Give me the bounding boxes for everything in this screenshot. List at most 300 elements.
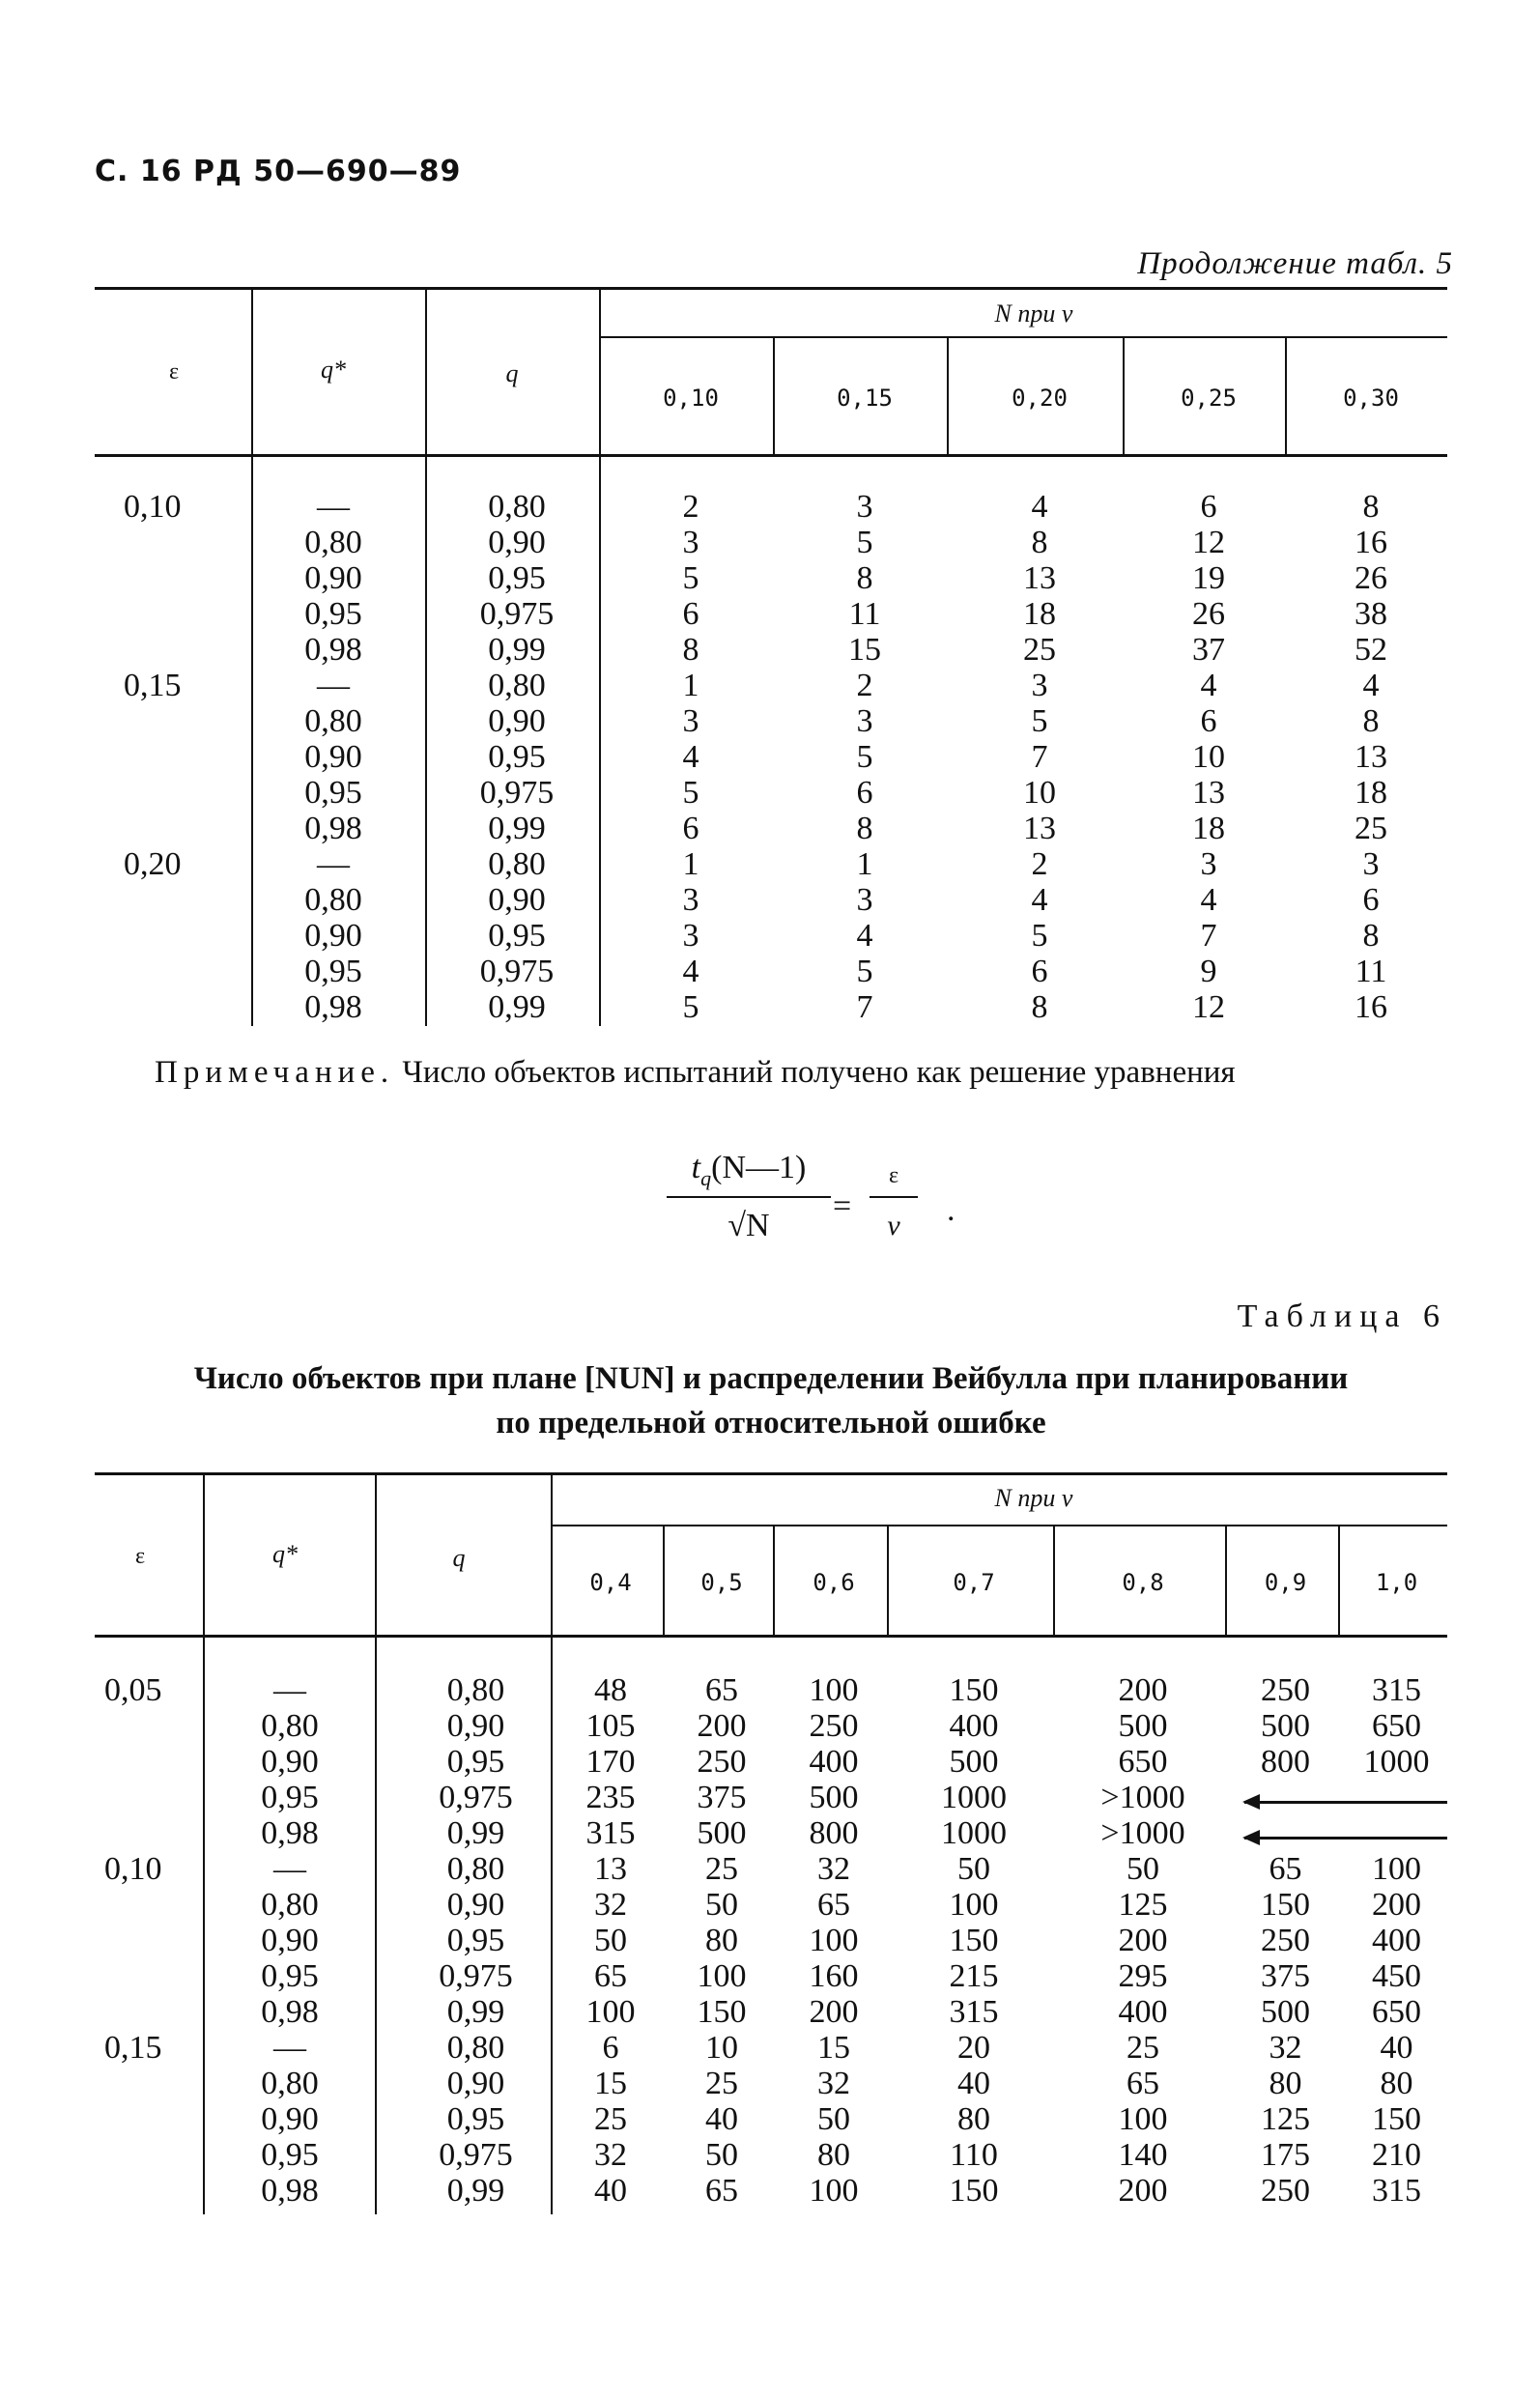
table6-value-cell: 50	[957, 1851, 990, 1887]
table5-col-separator	[599, 290, 601, 1026]
table6-value-cell: >1000	[1100, 1780, 1185, 1815]
table6-subcol-separator	[1338, 1526, 1340, 1635]
table5-value-cell: 8	[856, 811, 873, 846]
table5-value-cell: 25	[1355, 811, 1387, 846]
table5-v-header: 0,25	[1181, 385, 1237, 412]
table6-qstar-cell: 0,90	[261, 2101, 319, 2137]
table5-value-cell: 18	[1192, 811, 1225, 846]
table6-value-cell: 40	[705, 2101, 738, 2137]
table6-value-cell: 800	[1261, 1744, 1310, 1780]
table5-value-cell: 8	[1362, 918, 1380, 954]
table5-subcol-separator	[1285, 338, 1287, 454]
table6-v-header: 0,5	[700, 1569, 743, 1596]
table5-value-cell: 18	[1023, 596, 1056, 632]
table6-value-cell: 200	[1372, 1887, 1421, 1923]
table6-value-cell: 80	[1380, 2066, 1413, 2101]
table5-q-cell: 0,90	[488, 525, 546, 560]
table5-v-header: 0,20	[1012, 385, 1068, 412]
table6-value-cell: 40	[1380, 2030, 1413, 2066]
table5-value-cell: 6	[856, 775, 873, 811]
table6-col-qstar: q*	[272, 1540, 298, 1568]
table6-value-cell: 100	[809, 2173, 859, 2209]
table6-value-cell: 80	[957, 2101, 990, 2137]
table5-qstar-cell: 0,95	[304, 954, 362, 989]
table6-value-cell: 235	[585, 1780, 636, 1815]
table6-value-cell: 400	[809, 1744, 859, 1780]
table6-value-cell: 65	[817, 1887, 850, 1923]
table5-top-rule	[95, 287, 1447, 290]
table5-eps-value: 0,15	[124, 668, 182, 703]
table6-value-cell: 150	[1372, 2101, 1421, 2137]
table6-value-cell: 215	[949, 1958, 999, 1994]
table6-value-cell: 65	[594, 1958, 627, 1994]
table6-value-cell: 25	[594, 2101, 627, 2137]
table5-value-cell: 5	[682, 989, 699, 1025]
table5-qstar-cell: 0,80	[304, 882, 362, 918]
table6-col-separator	[203, 1475, 205, 2214]
table6-v-header: 0,6	[813, 1569, 855, 1596]
table5-qstar-cell: 0,98	[304, 989, 362, 1025]
table6-value-cell: 250	[1261, 1672, 1310, 1708]
table6-value-cell: 140	[1118, 2137, 1168, 2173]
table6-value-cell: 40	[957, 2066, 990, 2101]
table5-eps-value: 0,20	[124, 846, 182, 882]
table5-value-cell: 12	[1192, 989, 1225, 1025]
table6-value-cell: 375	[697, 1780, 747, 1815]
table6-value-cell: 150	[697, 1994, 747, 2030]
formula-rhs-denominator: v	[887, 1210, 900, 1241]
table6-value-cell: 450	[1372, 1958, 1421, 1994]
table6-value-cell: 200	[809, 1994, 859, 2030]
table6-q-cell: 0,975	[439, 1780, 513, 1815]
table6-value-cell: 48	[594, 1672, 627, 1708]
table6-q-cell: 0,99	[446, 1815, 505, 1851]
formula-equals: =	[833, 1188, 852, 1224]
table6-title-line1: Число объектов при плане [NUN] и распределении Вейбулла при планировании	[193, 1361, 1349, 1396]
table5-value-cell: 1	[856, 846, 873, 882]
table6-qstar-cell: 0,80	[261, 1708, 319, 1744]
table5-value-cell: 6	[682, 596, 699, 632]
table6-value-cell: 375	[1261, 1958, 1310, 1994]
table5-value-cell: 5	[682, 775, 699, 811]
table5-qstar-cell: 0,95	[304, 775, 362, 811]
table6-value-cell: 100	[809, 1923, 859, 1958]
table5-value-cell: 3	[856, 882, 873, 918]
formula-rhs-numerator: ε	[888, 1163, 899, 1188]
table5-value-cell: 16	[1355, 525, 1387, 560]
table5-value-cell: 18	[1355, 775, 1387, 811]
table6-col-q: q	[452, 1544, 466, 1572]
table6-value-cell: 100	[697, 1958, 747, 1994]
table6-value-cell: 110	[950, 2137, 998, 2173]
table6-value-cell: 65	[1126, 2066, 1159, 2101]
table5-qstar-cell: 0,98	[304, 632, 362, 668]
note-formula	[667, 1150, 976, 1266]
table5-value-cell: 4	[1200, 668, 1217, 703]
table6-value-cell: 125	[1261, 2101, 1310, 2137]
table6-title-line2: по предельной относительной ошибке	[496, 1406, 1046, 1440]
table5-subcol-separator	[773, 338, 775, 454]
table6-value-cell: 15	[594, 2066, 627, 2101]
table6-col-separator	[375, 1475, 377, 2214]
table6-col-separator	[551, 1475, 553, 2214]
table6-eps-value: 0,15	[104, 2030, 162, 2066]
table6-value-cell: 105	[585, 1708, 636, 1744]
table6-q-cell: 0,99	[446, 1994, 505, 2030]
table6-value-cell: 500	[1118, 1708, 1168, 1744]
table5-group-rule	[601, 336, 1447, 338]
table6-value-cell: 400	[1118, 1994, 1168, 2030]
table6-value-cell: 50	[705, 2137, 738, 2173]
table6-value-cell: 32	[594, 2137, 627, 2173]
table6-value-cell: 315	[949, 1994, 999, 2030]
table6-value-cell: 25	[705, 1851, 738, 1887]
table6-qstar-cell: 0,95	[261, 1780, 319, 1815]
table5-value-cell: 5	[1031, 703, 1048, 739]
table6-value-cell: 315	[1372, 1672, 1421, 1708]
table6-value-cell: 50	[594, 1923, 627, 1958]
table6-value-cell: 80	[705, 1923, 738, 1958]
table6-value-cell: 200	[697, 1708, 747, 1744]
table5-value-cell: 2	[856, 668, 873, 703]
table5-v-header: 0,15	[837, 385, 893, 412]
table5-value-cell: 26	[1355, 560, 1387, 596]
table6-value-cell: 250	[1261, 1923, 1310, 1958]
table6-q-cell: 0,95	[446, 1744, 505, 1780]
table5-subcol-separator	[947, 338, 949, 454]
table6-value-cell: 295	[1118, 1958, 1168, 1994]
table5-value-cell: 38	[1355, 596, 1387, 632]
table6-qstar-cell: 0,80	[261, 2066, 319, 2101]
table6-value-cell: 25	[1126, 2030, 1159, 2066]
table6-value-cell: 500	[809, 1780, 859, 1815]
table5-value-cell: 5	[856, 525, 873, 560]
table5-value-cell: 4	[1200, 882, 1217, 918]
table6-value-cell: 1000	[941, 1780, 1007, 1815]
table6-value-cell: 150	[949, 2173, 999, 2209]
table5-q-cell: 0,95	[488, 739, 546, 775]
table6-value-cell: 32	[594, 1887, 627, 1923]
table6-value-cell: 250	[1261, 2173, 1310, 2209]
table5-value-cell: 11	[1355, 954, 1387, 989]
formula-rhs-bar	[870, 1196, 918, 1198]
table5-qstar-cell: 0,90	[304, 918, 362, 954]
table6-value-cell: 210	[1372, 2137, 1421, 2173]
table5-value-cell: 16	[1355, 989, 1387, 1025]
table5-qstar-cell: 0,80	[304, 703, 362, 739]
table6-eps-value: 0,10	[104, 1851, 162, 1887]
table5-value-cell: 13	[1023, 560, 1056, 596]
table6-value-cell: 25	[705, 2066, 738, 2101]
table6-v-header: 0,9	[1264, 1569, 1307, 1596]
table5-value-cell: 5	[856, 739, 873, 775]
table6-number: Таблица 6	[1237, 1298, 1447, 1334]
table5-value-cell: 52	[1355, 632, 1387, 668]
formula-t: t	[691, 1150, 701, 1185]
table6-subcol-separator	[1225, 1526, 1227, 1635]
table6-qstar-cell: 0,98	[261, 1815, 319, 1851]
table5-value-cell: 5	[682, 560, 699, 596]
formula-numerator	[676, 1150, 821, 1191]
table5-value-cell: 8	[1362, 703, 1380, 739]
table6-q-cell: 0,975	[439, 1958, 513, 1994]
table5-value-cell: 7	[1200, 918, 1217, 954]
table5-col-qstar: q*	[321, 356, 346, 384]
table5-value-cell: 8	[856, 560, 873, 596]
table6-subcol-separator	[663, 1526, 665, 1635]
table5-qstar-cell: 0,90	[304, 739, 362, 775]
table6-value-cell: 100	[1372, 1851, 1421, 1887]
table6-qstar-cell: —	[273, 1851, 306, 1887]
table6-value-cell: 32	[817, 1851, 850, 1887]
table6-continuation-arrow	[1244, 1837, 1447, 1840]
table5-q-cell: 0,80	[488, 846, 546, 882]
table6-q-cell: 0,95	[446, 1923, 505, 1958]
table5-value-cell: 8	[1031, 525, 1048, 560]
table5-col-separator	[425, 290, 427, 1026]
table6-value-cell: 150	[949, 1672, 999, 1708]
table5-v-header: 0,30	[1343, 385, 1399, 412]
table5-value-cell: 7	[1031, 739, 1048, 775]
table6-value-cell: 50	[705, 1887, 738, 1923]
table5-value-cell: 10	[1023, 775, 1056, 811]
table5-value-cell: 13	[1023, 811, 1056, 846]
table6-value-cell: 40	[594, 2173, 627, 2209]
table5-value-cell: 6	[1031, 954, 1048, 989]
table6-value-cell: 500	[949, 1744, 999, 1780]
table6-value-cell: 650	[1372, 1708, 1421, 1744]
table5-col-separator	[251, 290, 253, 1026]
table5-value-cell: 3	[682, 703, 699, 739]
table6-value-cell: 65	[1269, 1851, 1302, 1887]
table6-eps-value: 0,05	[104, 1672, 162, 1708]
table5-value-cell: 4	[1362, 668, 1380, 703]
table5-q-cell: 0,975	[479, 954, 555, 989]
table5-value-cell: 9	[1200, 954, 1217, 989]
table6-value-cell: 200	[1118, 1672, 1168, 1708]
table5-q-cell: 0,99	[488, 811, 546, 846]
table5-value-cell: 3	[856, 489, 873, 525]
table5-value-cell: 26	[1192, 596, 1225, 632]
table6-header-rule	[95, 1635, 1447, 1638]
table6-value-cell: 1000	[1363, 1744, 1430, 1780]
table5-value-cell: 5	[1031, 918, 1048, 954]
table5-value-cell: 1	[682, 846, 699, 882]
table5-q-cell: 0,95	[488, 918, 546, 954]
table6-value-cell: 15	[817, 2030, 850, 2066]
table5-q-cell: 0,99	[488, 989, 546, 1025]
table6-v-header: 1,0	[1375, 1569, 1418, 1596]
table5-q-cell: 0,90	[488, 703, 546, 739]
table6-qstar-cell: 0,95	[261, 2137, 319, 2173]
table6-value-cell: 65	[705, 1672, 738, 1708]
table6-q-cell: 0,95	[446, 2101, 505, 2137]
formula-denominator: √N	[727, 1208, 770, 1243]
table5-qstar-cell: 0,98	[304, 811, 362, 846]
table5-value-cell: 5	[856, 954, 873, 989]
table6-qstar-cell: 0,98	[261, 1994, 319, 2030]
table6-value-cell: 650	[1372, 1994, 1421, 2030]
table5-q-cell: 0,80	[488, 489, 546, 525]
table5-value-cell: 3	[682, 918, 699, 954]
table5-qstar-cell: 0,95	[304, 596, 362, 632]
table5-q-cell: 0,975	[479, 596, 555, 632]
table6-value-cell: 100	[949, 1887, 999, 1923]
table6-value-cell: 1000	[941, 1815, 1007, 1851]
table5-header-rule	[95, 454, 1447, 457]
table5-value-cell: 3	[1200, 846, 1217, 882]
table6-value-cell: 80	[817, 2137, 850, 2173]
table5-value-cell: 3	[1362, 846, 1380, 882]
table6-continuation-arrow	[1244, 1801, 1447, 1804]
table5-qstar-cell: —	[317, 668, 350, 703]
table6-subcol-separator	[887, 1526, 889, 1635]
table6-subcol-separator	[1053, 1526, 1055, 1635]
formula-fraction-bar	[667, 1196, 831, 1198]
table6-v-header: 0,4	[589, 1569, 632, 1596]
table5-group-label: N при v	[994, 300, 1073, 328]
table5-value-cell: 10	[1192, 739, 1225, 775]
table5-value-cell: 2	[1031, 846, 1048, 882]
table6-value-cell: 100	[1118, 2101, 1168, 2137]
table5-v-header: 0,10	[663, 385, 719, 412]
table6-col-eps: ε	[134, 1544, 146, 1569]
table6-q-cell: 0,99	[446, 2173, 505, 2209]
table6-value-cell: 650	[1118, 1744, 1168, 1780]
table5-value-cell: 8	[1031, 989, 1048, 1025]
table5-value-cell: 6	[1200, 489, 1217, 525]
table5-col-eps: ε	[168, 359, 180, 385]
table6-value-cell: 100	[809, 1672, 859, 1708]
table5-value-cell: 12	[1192, 525, 1225, 560]
table5-value-cell: 8	[682, 632, 699, 668]
table6-value-cell: 32	[1269, 2030, 1302, 2066]
table5-value-cell: 3	[1031, 668, 1048, 703]
table5-value-cell: 25	[1023, 632, 1056, 668]
table6-q-cell: 0,90	[446, 1887, 505, 1923]
table5-q-cell: 0,80	[488, 668, 546, 703]
table5-value-cell: 37	[1192, 632, 1225, 668]
table6-q-cell: 0,80	[446, 1672, 505, 1708]
table5-q-cell: 0,95	[488, 560, 546, 596]
table5-value-cell: 13	[1355, 739, 1387, 775]
table6-q-cell: 0,90	[446, 2066, 505, 2101]
table6-q-cell: 0,80	[446, 1851, 505, 1887]
table6-v-header: 0,8	[1122, 1569, 1164, 1596]
table5-eps-value: 0,10	[124, 489, 182, 525]
table6-value-cell: 50	[1126, 1851, 1159, 1887]
table5-value-cell: 6	[1200, 703, 1217, 739]
table5-value-cell: 13	[1192, 775, 1225, 811]
page-header: С. 16 РД 50—690—89	[95, 155, 462, 188]
table5-note	[155, 1053, 1449, 1092]
table6-q-cell: 0,975	[439, 2137, 513, 2173]
table6-value-cell: 170	[585, 1744, 636, 1780]
table5-qstar-cell: —	[317, 846, 350, 882]
table6-top-rule	[95, 1472, 1447, 1475]
table5-qstar-cell: 0,80	[304, 525, 362, 560]
table6-value-cell: 400	[1372, 1923, 1421, 1958]
table5-value-cell: 1	[682, 668, 699, 703]
table6-value-cell: 100	[585, 1994, 636, 2030]
table6-v-header: 0,7	[953, 1569, 995, 1596]
table6-subcol-separator	[773, 1526, 775, 1635]
table6-qstar-cell: 0,90	[261, 1923, 319, 1958]
table5-col-q: q	[505, 359, 519, 387]
table6-value-cell: 160	[809, 1958, 859, 1994]
table6-value-cell: 500	[1261, 1708, 1310, 1744]
table5-value-cell: 4	[682, 739, 699, 775]
table6-q-cell: 0,90	[446, 1708, 505, 1744]
table6-value-cell: 80	[1269, 2066, 1302, 2101]
table5-value-cell: 3	[856, 703, 873, 739]
note-label: Примечание.	[155, 1055, 395, 1090]
table6-value-cell: 400	[949, 1708, 999, 1744]
table6-value-cell: 32	[817, 2066, 850, 2101]
table6-value-cell: 20	[957, 2030, 990, 2066]
table6-value-cell: 175	[1261, 2137, 1310, 2173]
table5-value-cell: 19	[1192, 560, 1225, 596]
table6-qstar-cell: —	[273, 1672, 306, 1708]
table6-value-cell: 200	[1118, 1923, 1168, 1958]
table6-value-cell: 10	[705, 2030, 738, 2066]
table5-value-cell: 11	[848, 596, 881, 632]
table6-value-cell: 315	[585, 1815, 636, 1851]
table5-subcol-separator	[1123, 338, 1125, 454]
table6-value-cell: 150	[949, 1923, 999, 1958]
table6-value-cell: 500	[697, 1815, 747, 1851]
table6-value-cell: 125	[1118, 1887, 1168, 1923]
table5-value-cell: 3	[682, 882, 699, 918]
table5-value-cell: 8	[1362, 489, 1380, 525]
table5-value-cell: 4	[1031, 489, 1048, 525]
table5-q-cell: 0,99	[488, 632, 546, 668]
table5-value-cell: 4	[856, 918, 873, 954]
table5-value-cell: 15	[848, 632, 881, 668]
table5-qstar-cell: —	[317, 489, 350, 525]
table6-value-cell: 6	[602, 2030, 619, 2066]
table6-qstar-cell: 0,80	[261, 1887, 319, 1923]
table6-value-cell: 200	[1118, 2173, 1168, 2209]
table5-q-cell: 0,975	[479, 775, 555, 811]
table6-group-rule	[553, 1525, 1447, 1526]
table6-qstar-cell: 0,98	[261, 2173, 319, 2209]
table5-value-cell: 3	[682, 525, 699, 560]
table6-value-cell: 150	[1261, 1887, 1310, 1923]
table6-qstar-cell: 0,90	[261, 1744, 319, 1780]
table6-value-cell: 315	[1372, 2173, 1421, 2209]
table5-value-cell: 6	[1362, 882, 1380, 918]
table6-value-cell: 250	[809, 1708, 859, 1744]
table6-value-cell: >1000	[1100, 1815, 1185, 1851]
table6-qstar-cell: 0,95	[261, 1958, 319, 1994]
table6-q-cell: 0,80	[446, 2030, 505, 2066]
note-text: Число объектов испытаний получено как решение уравнения	[394, 1055, 1236, 1090]
table6-title	[95, 1356, 1447, 1445]
table5-continuation: Продолжение табл. 5	[1137, 246, 1453, 281]
table6-qstar-cell: —	[273, 2030, 306, 2066]
table6-value-cell: 500	[1261, 1994, 1310, 2030]
table5-value-cell: 4	[1031, 882, 1048, 918]
table6-value-cell: 13	[594, 1851, 627, 1887]
formula-sub: q	[700, 1165, 712, 1190]
table6-value-cell: 50	[817, 2101, 850, 2137]
formula-arg: (N—1)	[711, 1150, 807, 1185]
table6-value-cell: 250	[697, 1744, 747, 1780]
table5-value-cell: 6	[682, 811, 699, 846]
table5-value-cell: 7	[856, 989, 873, 1025]
formula-period: .	[947, 1192, 955, 1228]
